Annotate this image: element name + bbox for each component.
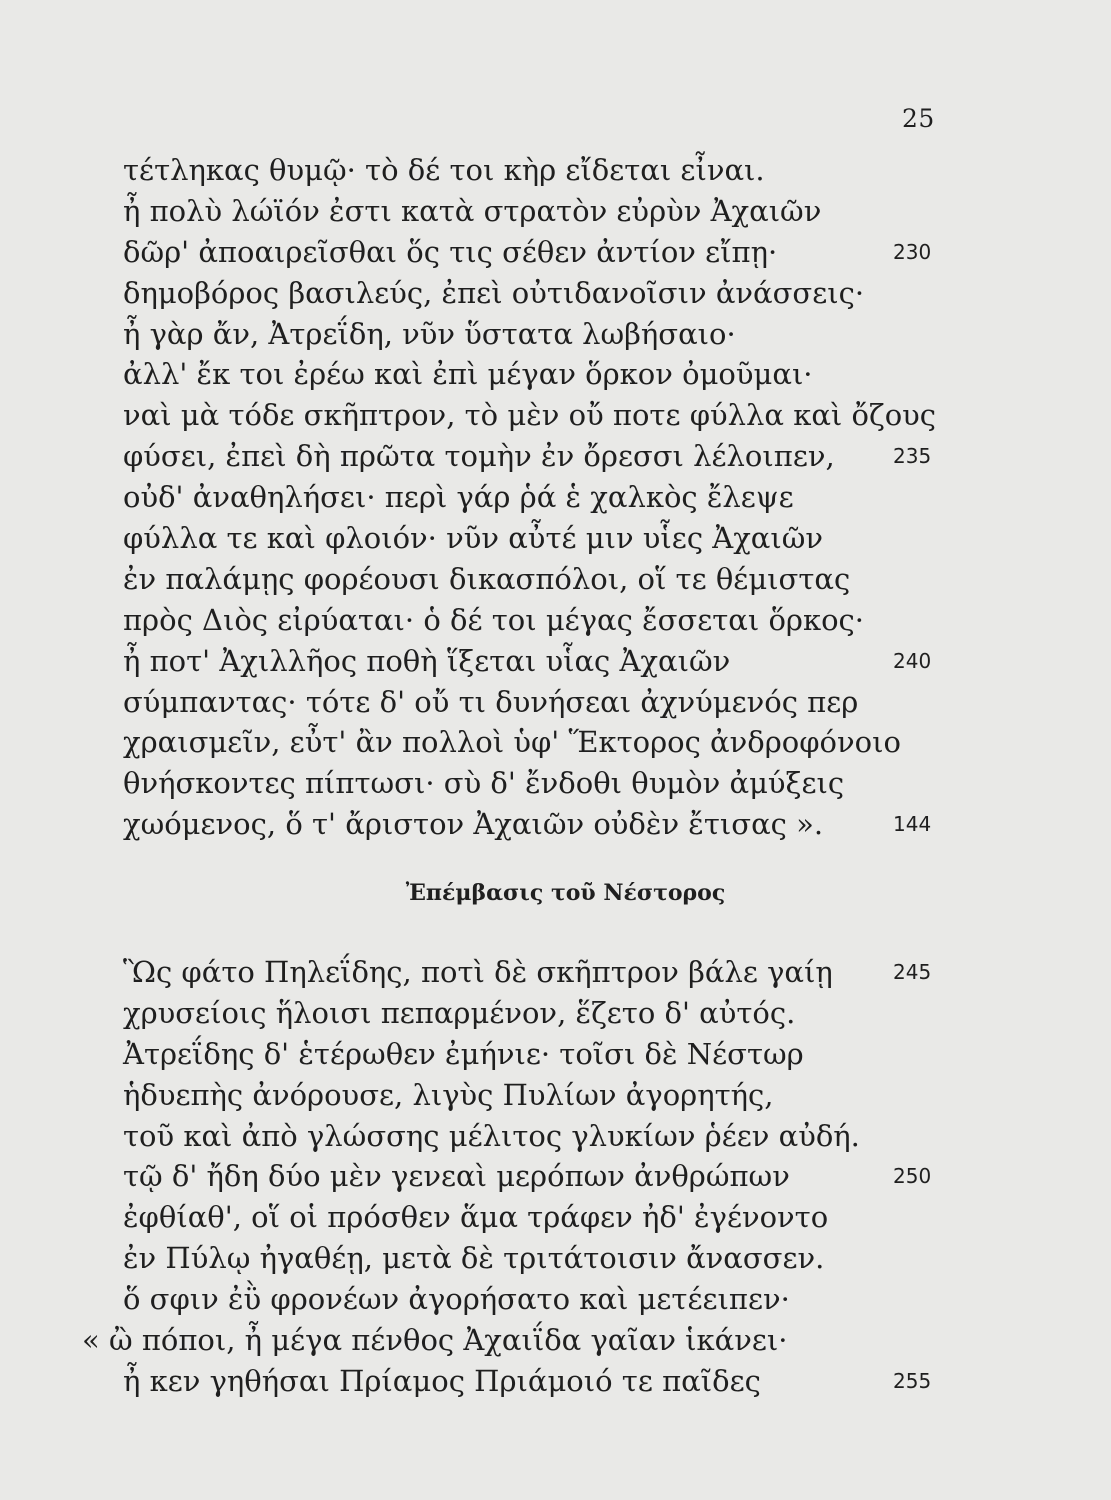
verse-line bbox=[0, 232, 1111, 273]
verse-line bbox=[0, 1361, 1111, 1402]
verse-text: ἦ κεν γηθήσαι Πρίαμος Πριάμοιό τε παῖδες bbox=[123, 1363, 761, 1398]
verse-line bbox=[0, 150, 1111, 191]
line-number: 235 bbox=[893, 444, 932, 469]
verse-line bbox=[0, 993, 1111, 1034]
verse-text: πρὸς Διὸς εἰρύαται· ὁ δέ τοι μέγας ἔσσεται ὅρκος· bbox=[123, 602, 865, 637]
line-number: 245 bbox=[893, 960, 932, 984]
verse-line bbox=[0, 1279, 1111, 1320]
verse-text: ἦ γὰρ ἄν, Ἀτρεΐδη, νῦν ὕστατα λωβήσαιο· bbox=[123, 316, 736, 351]
verse-line bbox=[0, 436, 1111, 477]
verse-text: δημοβόρος βασιλεύς, ἐπεὶ οὐτιδανοῖσιν ἀνάσσεις· bbox=[123, 275, 865, 310]
verse-line bbox=[0, 1034, 1111, 1075]
verse-line bbox=[0, 763, 1111, 804]
verse-text: Ἀτρεΐδης δ' ἑτέρωθεν ἐμήνιε· τοῖσι δὲ Νέστωρ bbox=[123, 1036, 804, 1071]
verse-text: τέτληκας θυμῷ· τὸ δέ τοι κὴρ εἴδεται εἶναι. bbox=[123, 153, 765, 187]
verse-line bbox=[0, 1116, 1111, 1157]
line-number: 230 bbox=[893, 239, 932, 264]
verse-text: ἦ ποτ' Ἀχιλλῆος ποθὴ ἵξεται υἷας Ἀχαιῶν bbox=[123, 643, 731, 678]
verse-text: χρυσείοις ἥλοισι πεπαρμένον, ἕζετο δ' αὐτός. bbox=[123, 995, 796, 1030]
line-number: 255 bbox=[893, 1368, 932, 1393]
verse-line bbox=[0, 191, 1111, 232]
verse-text: ναὶ μὰ τόδε σκῆπτρον, τὸ μὲν οὔ ποτε φύλλα καὶ ὄζους bbox=[123, 398, 937, 433]
verse-text: δῶρ' ἀποαιρεῖσθαι ὅς τις σέθεν ἀντίον εἴπῃ· bbox=[123, 234, 778, 269]
verse-text: φύλλα τε καὶ φλοιόν· νῦν αὖτέ μιν υἷες Ἀχαιῶν bbox=[123, 521, 824, 556]
verse-line bbox=[0, 600, 1111, 641]
verse-text: « ὢ πόποι, ἦ μέγα πένθος Ἀχαιΐδα γαῖαν ἱκάνει· bbox=[82, 1323, 788, 1358]
line-number: 144 bbox=[893, 812, 932, 837]
verse-line bbox=[0, 1320, 1111, 1361]
verse-text: χραισμεῖν, εὖτ' ἂν πολλοὶ ὑφ' Ἕκτορος ἀνδροφόνοιο bbox=[123, 725, 901, 760]
verse-text: ἐφθίαθ', οἵ οἱ πρόσθεν ἅμα τράφεν ἠδ' ἐγένοντο bbox=[123, 1200, 829, 1235]
verse-text: ὅ σφιν ἐῢ φρονέων ἀγορήσατο καὶ μετέειπεν· bbox=[123, 1282, 790, 1317]
verse-text: φύσει, ἐπεὶ δὴ πρῶτα τομὴν ἐν ὄρεσσι λέλοιπεν, bbox=[123, 439, 835, 474]
verse-text: θνήσκοντες πίπτωσι· σὺ δ' ἔνδοθι θυμὸν ἀμύξεις bbox=[123, 766, 845, 801]
page-number: 25 bbox=[902, 104, 935, 133]
section-heading: Ἐπέμβασις τοῦ Νέστορος bbox=[405, 880, 726, 906]
verse-block-top bbox=[0, 150, 1111, 845]
verse-line bbox=[0, 1156, 1111, 1197]
verse-text: τῷ δ' ἤδη δύο μὲν γενεαὶ μερόπων ἀνθρώπων bbox=[123, 1159, 790, 1194]
verse-line bbox=[0, 395, 1111, 436]
verse-text: οὐδ' ἀναθηλήσει· περὶ γάρ ῥά ἑ χαλκὸς ἔλεψε bbox=[123, 480, 794, 515]
verse-text: ἡδυεπὴς ἀνόρουσε, λιγὺς Πυλίων ἀγορητής, bbox=[123, 1077, 774, 1112]
verse-text: ἐν παλάμῃς φορέουσι δικασπόλοι, οἵ τε θέμιστας bbox=[123, 561, 851, 596]
verse-line bbox=[0, 518, 1111, 559]
verse-text: σύμπαντας· τότε δ' οὔ τι δυνήσεαι ἀχνύμενός περ bbox=[123, 684, 859, 719]
verse-line bbox=[0, 682, 1111, 723]
verse-line bbox=[0, 952, 1111, 993]
verse-line bbox=[0, 804, 1111, 845]
verse-text: χωόμενος, ὅ τ' ἄριστον Ἀχαιῶν οὐδὲν ἔτισας ». bbox=[123, 807, 824, 842]
verse-line bbox=[0, 722, 1111, 763]
verse-text: ἐν Πύλῳ ἠγαθέῃ, μετὰ δὲ τριτάτοισιν ἄνασσεν. bbox=[123, 1241, 825, 1276]
verse-text: ἀλλ' ἔκ τοι ἐρέω καὶ ἐπὶ μέγαν ὅρκον ὀμοῦμαι· bbox=[123, 357, 813, 392]
verse-text: ἦ πολὺ λώϊόν ἐστι κατὰ στρατὸν εὐρὺν Ἀχαιῶν bbox=[123, 193, 822, 228]
verse-line bbox=[0, 559, 1111, 600]
verse-line bbox=[0, 477, 1111, 518]
line-number: 240 bbox=[893, 648, 932, 673]
verse-block-bottom bbox=[0, 952, 1111, 1402]
verse-line bbox=[0, 1075, 1111, 1116]
verse-line bbox=[0, 641, 1111, 682]
line-number: 250 bbox=[893, 1164, 932, 1189]
verse-line bbox=[0, 1238, 1111, 1279]
verse-line bbox=[0, 354, 1111, 395]
verse-line bbox=[0, 314, 1111, 355]
verse-line bbox=[0, 1197, 1111, 1238]
verse-line bbox=[0, 273, 1111, 314]
verse-text: τοῦ καὶ ἀπὸ γλώσσης μέλιτος γλυκίων ῥέεν αὐδή. bbox=[123, 1118, 860, 1153]
verse-text: Ὣς φάτο Πηλεΐδης, ποτὶ δὲ σκῆπτρον βάλε γαίῃ bbox=[123, 955, 833, 989]
